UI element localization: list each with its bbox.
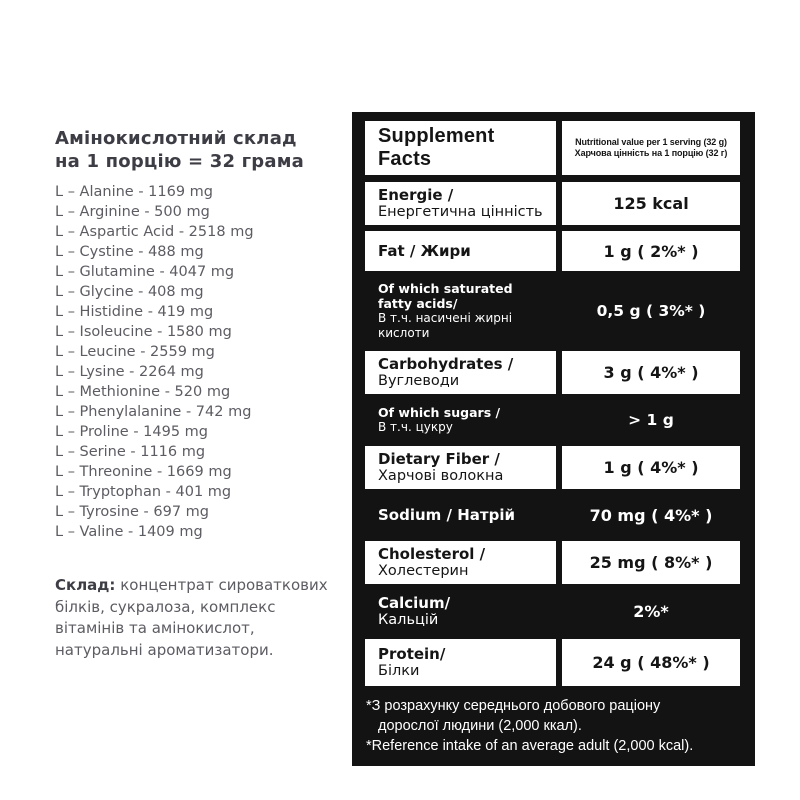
footnote-uk-line1: *З розрахунку середнього добового раціону (366, 698, 661, 714)
amino-acid-item: L – Aspartic Acid - 2518 mg (55, 224, 254, 240)
facts-row-calcium (365, 590, 740, 633)
facts-row-fat (365, 231, 740, 271)
facts-row-carbohydrates (365, 351, 740, 394)
amino-composition-panel (55, 127, 355, 661)
composition-text: концентрат сироваткових білків, сукралоза, комплекс вітамінів та амінокислот, натуральні ароматизатори. (55, 576, 328, 659)
supplement-facts-table (352, 112, 755, 766)
sodium-value: 70 mg ( 4%* ) (589, 505, 713, 525)
amino-acid-item: L – Phenylalanine - 742 mg (55, 404, 252, 420)
facts-footnote (365, 692, 740, 756)
facts-title-cell (365, 121, 556, 175)
amino-acid-item: L – Valine - 1409 mg (55, 524, 203, 540)
dietary-fiber-label: Dietary Fiber / Харчові волокна (365, 446, 556, 489)
amino-acid-item: L – Threonine - 1669 mg (55, 464, 232, 480)
amino-acid-item: L – Arginine - 500 mg (55, 204, 210, 220)
amino-acid-item: L – Glycine - 408 mg (55, 284, 204, 300)
carbohydrates-label: Carbohydrates / Вуглеводи (365, 351, 556, 394)
facts-row-protein (365, 639, 740, 686)
amino-acid-item: L – Alanine - 1169 mg (55, 184, 213, 200)
saturated-fat-label: Of which saturated fatty acids/ В т.ч. насичені жирні кислоти (378, 281, 513, 340)
cholesterol-label: Cholesterol / Холестерин (365, 541, 556, 584)
facts-header-row (365, 121, 740, 175)
amino-heading (55, 127, 355, 173)
fat-value: 1 g ( 2%* ) (562, 231, 740, 271)
calcium-value: 2%* (633, 602, 669, 621)
protein-value: 24 g ( 48%* ) (562, 639, 740, 686)
amino-heading-line1: Амінокислотний склад (55, 128, 297, 149)
facts-row-cholesterol (365, 541, 740, 584)
facts-title: Supplement Facts (378, 125, 495, 170)
amino-heading-line2: на 1 порцію = 32 грама (55, 151, 304, 172)
sodium-label: Sodium / Натрій (378, 506, 515, 524)
footnote-uk-line2: дорослої людини (2,000 ккал). (378, 718, 582, 734)
amino-acid-item: L – Methionine - 520 mg (55, 384, 231, 400)
serving-info-line2: Харчова цінність на 1 порцію (32 г) (574, 148, 728, 158)
composition-paragraph (55, 575, 347, 661)
calcium-label: Calcium/ Кальцій (378, 594, 451, 628)
serving-info-line1: Nutritional value per 1 serving (32 g) (575, 136, 727, 147)
sugars-value: > 1 g (628, 411, 674, 429)
composition-label: Склад: (55, 576, 116, 594)
energy-value: 125 kcal (562, 182, 740, 225)
saturated-fat-value: 0,5 g ( 3%* ) (596, 302, 706, 320)
facts-row-sodium (365, 495, 740, 535)
amino-acid-item: L – Tryptophan - 401 mg (55, 484, 232, 500)
amino-acid-item: L – Serine - 1116 mg (55, 444, 206, 460)
amino-acid-item: L – Histidine - 419 mg (55, 304, 214, 320)
energy-label: Energie / Енергетична цінність (365, 182, 556, 225)
footnote-en: *Reference intake of an average adult (2,000 kcal). (366, 738, 694, 754)
protein-label: Protein/ Білки (365, 639, 556, 686)
amino-acid-list (55, 182, 355, 542)
amino-acid-item: L – Leucine - 2559 mg (55, 344, 215, 360)
facts-row-energy (365, 182, 740, 225)
amino-acid-item: L – Glutamine - 4047 mg (55, 264, 235, 280)
amino-acid-item: L – Lysine - 2264 mg (55, 364, 204, 380)
amino-acid-item: L – Tyrosine - 697 mg (55, 504, 209, 520)
facts-row-sugars (365, 400, 740, 440)
amino-acid-item: L – Isoleucine - 1580 mg (55, 324, 232, 340)
dietary-fiber-value: 1 g ( 4%* ) (562, 446, 740, 489)
fat-label: Fat / Жири (365, 231, 556, 271)
cholesterol-value: 25 mg ( 8%* ) (562, 541, 740, 584)
facts-row-dietary-fiber (365, 446, 740, 489)
amino-acid-item: L – Proline - 1495 mg (55, 424, 209, 440)
serving-info-cell (562, 121, 740, 175)
facts-row-saturated-fat (365, 277, 740, 345)
carbohydrates-value: 3 g ( 4%* ) (562, 351, 740, 394)
sugars-label: Of which sugars / В т.ч. цукру (378, 405, 501, 434)
amino-acid-item: L – Cystine - 488 mg (55, 244, 204, 260)
